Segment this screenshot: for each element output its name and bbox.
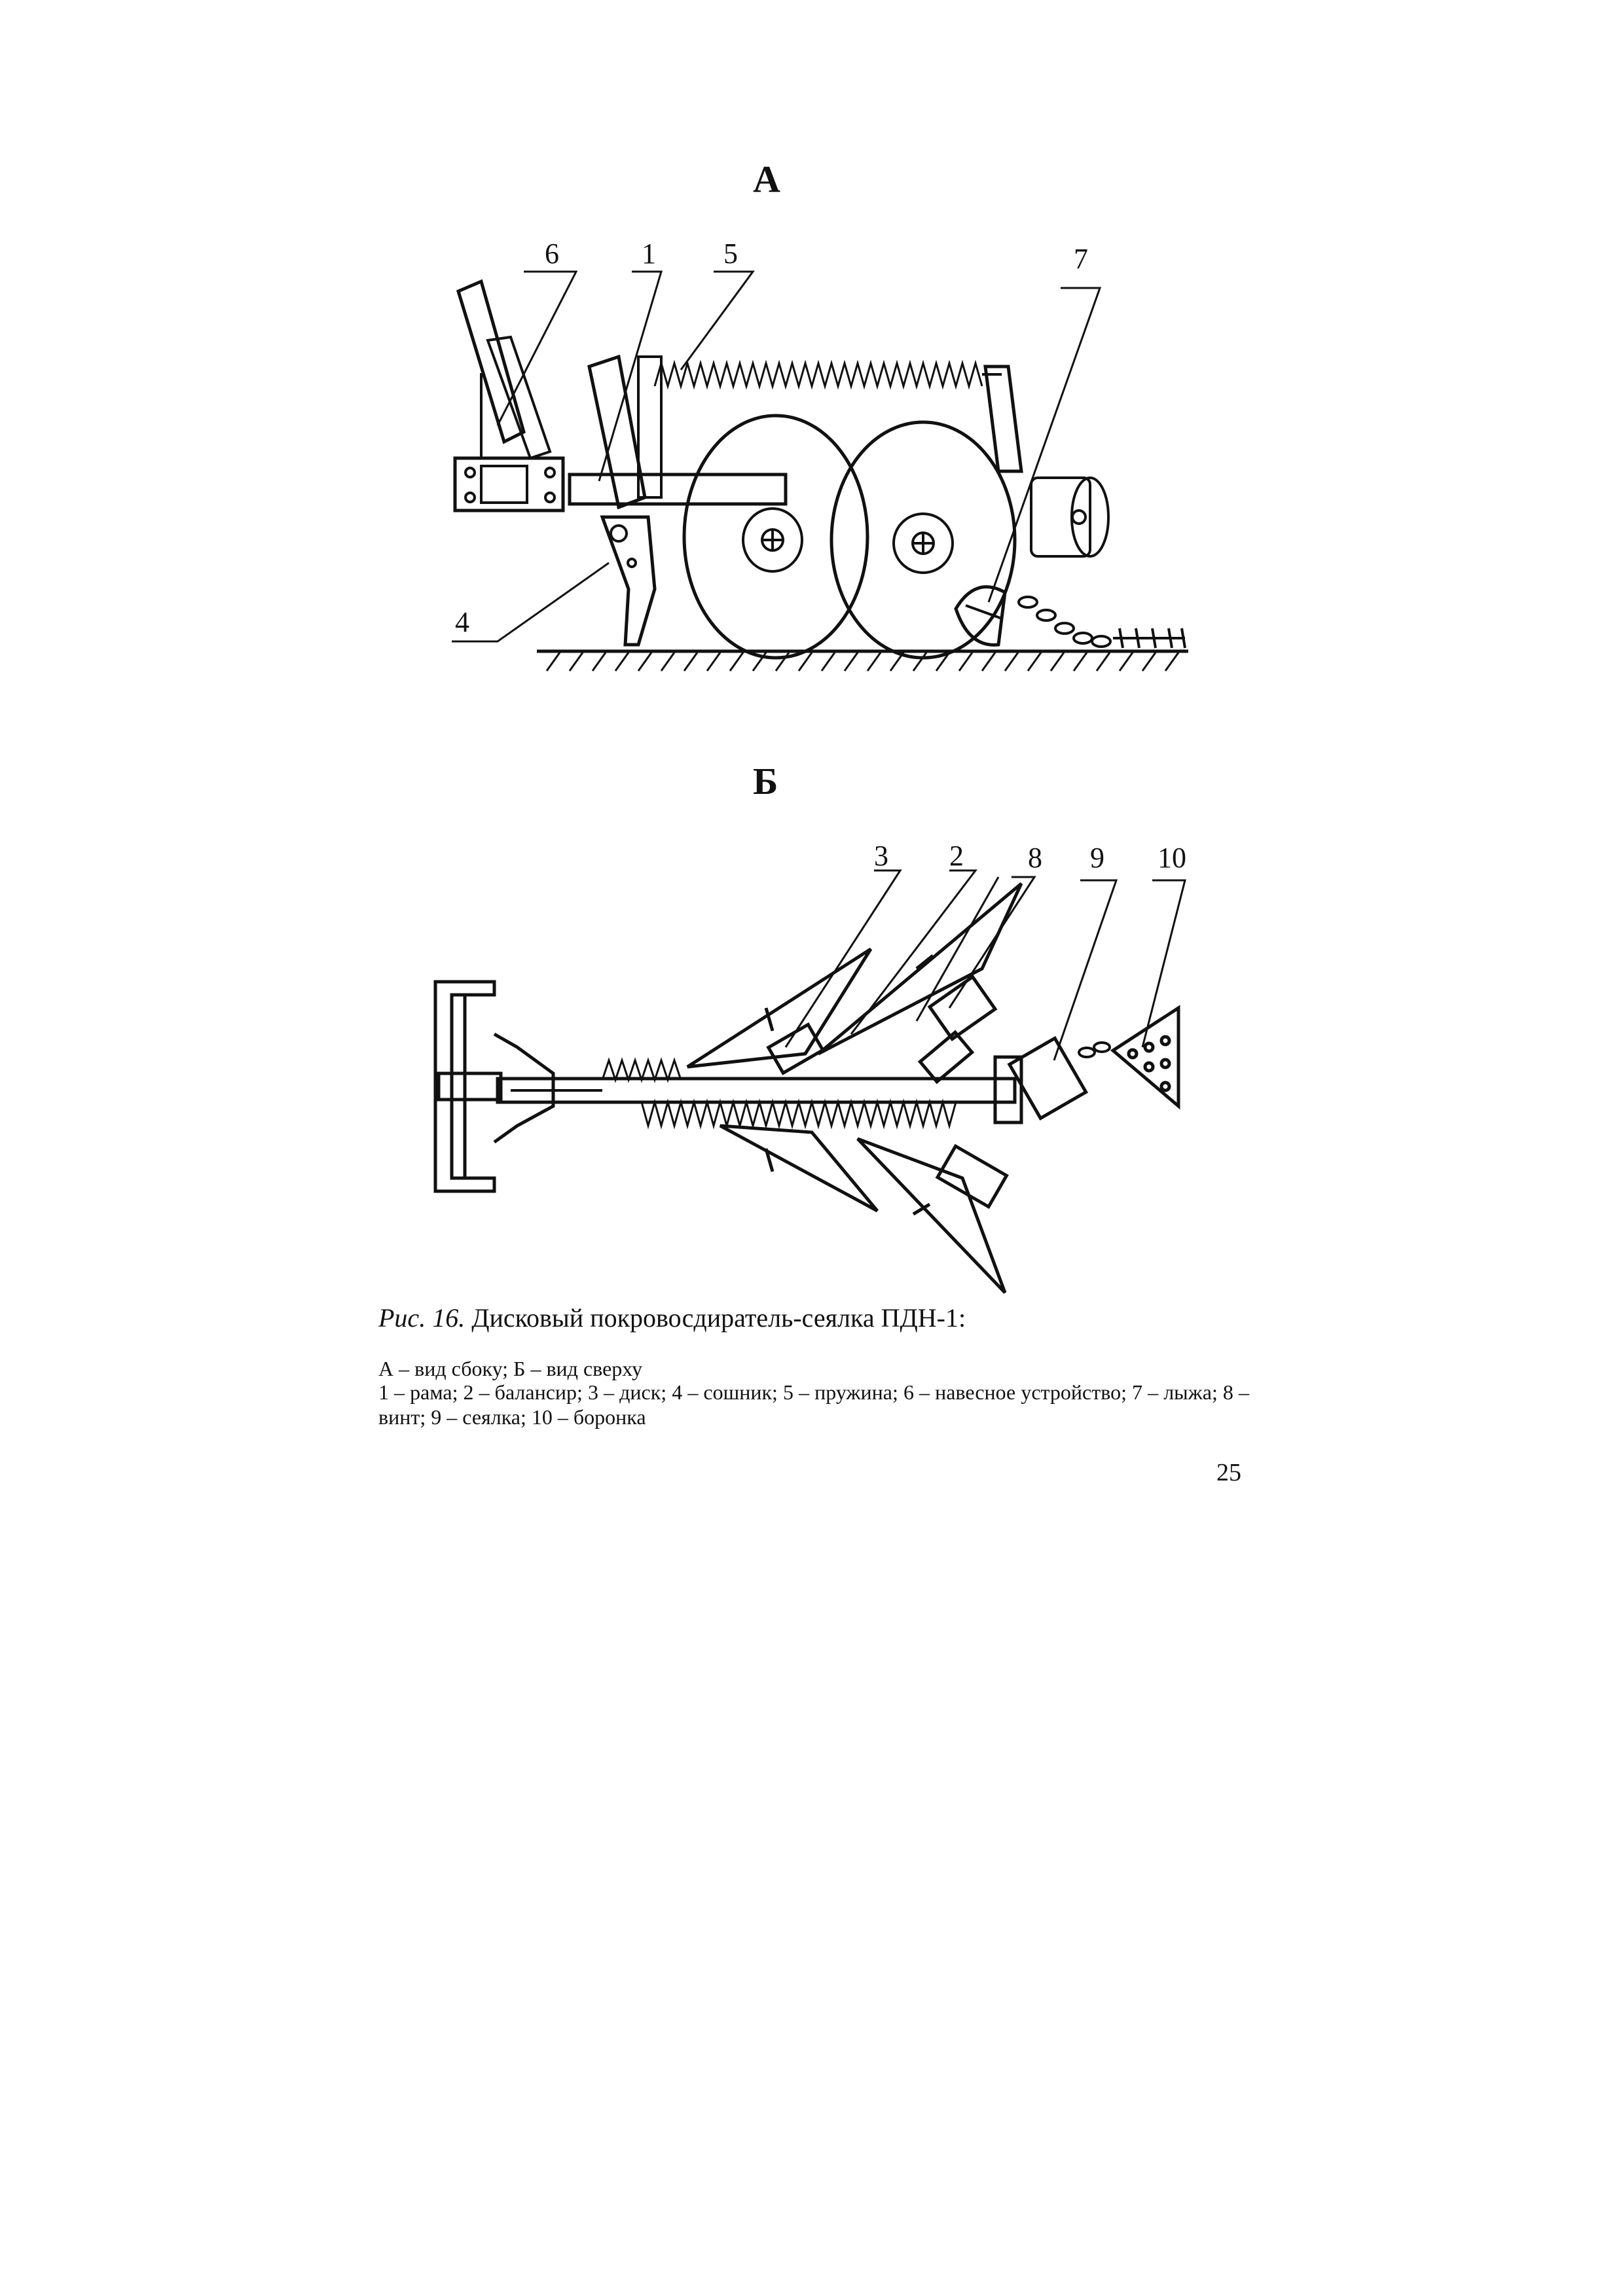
callout-9: 9 <box>1090 842 1104 874</box>
spring-top <box>602 1060 681 1080</box>
frame <box>570 357 786 645</box>
page-number: 25 <box>1216 1459 1241 1486</box>
discs-lower <box>720 1126 1006 1293</box>
view-b-title: Б <box>753 760 778 802</box>
spring <box>655 363 982 386</box>
callout-8: 8 <box>1028 842 1042 874</box>
callout-2: 2 <box>949 840 964 872</box>
harrow <box>1113 628 1185 648</box>
callout-5: 5 <box>723 238 738 270</box>
harrow-plate <box>1113 1008 1178 1106</box>
view-a-title: А <box>753 158 780 200</box>
top-view <box>435 840 1186 1293</box>
hitch-frame <box>435 982 553 1191</box>
chain <box>1019 597 1110 647</box>
seeder-drum <box>1031 478 1108 556</box>
ground-hatching <box>547 653 1178 671</box>
callout-10: 10 <box>1158 842 1186 874</box>
disc-right <box>831 422 1015 658</box>
spring-bottom <box>642 1102 956 1126</box>
figure-caption-legend: 1 – рама; 2 – балансир; 3 – диск; 4 – сошник; 5 – пружина; 6 – навесное устройство; 7 – лыжа; 8 – винт; 9 – сеялка; 10 – боронка <box>378 1380 1249 1429</box>
figure-number: Рис. 16. <box>378 1303 465 1333</box>
side-view <box>452 238 1188 671</box>
hitch-linkage <box>455 281 563 511</box>
callout-7: 7 <box>1074 243 1088 275</box>
callout-6: 6 <box>545 238 559 270</box>
figure-caption-views: А – вид сбоку; Б – вид сверху <box>378 1357 643 1380</box>
callout-1: 1 <box>642 238 656 270</box>
disc-left <box>684 416 867 658</box>
callout-3: 3 <box>874 840 888 872</box>
discs-upper <box>687 884 1021 1082</box>
callout-4: 4 <box>455 606 469 638</box>
figure-caption-title <box>378 1302 1249 1334</box>
figure-title: Дисковый покровосдиратель-сеялка ПДН-1: <box>465 1303 966 1333</box>
